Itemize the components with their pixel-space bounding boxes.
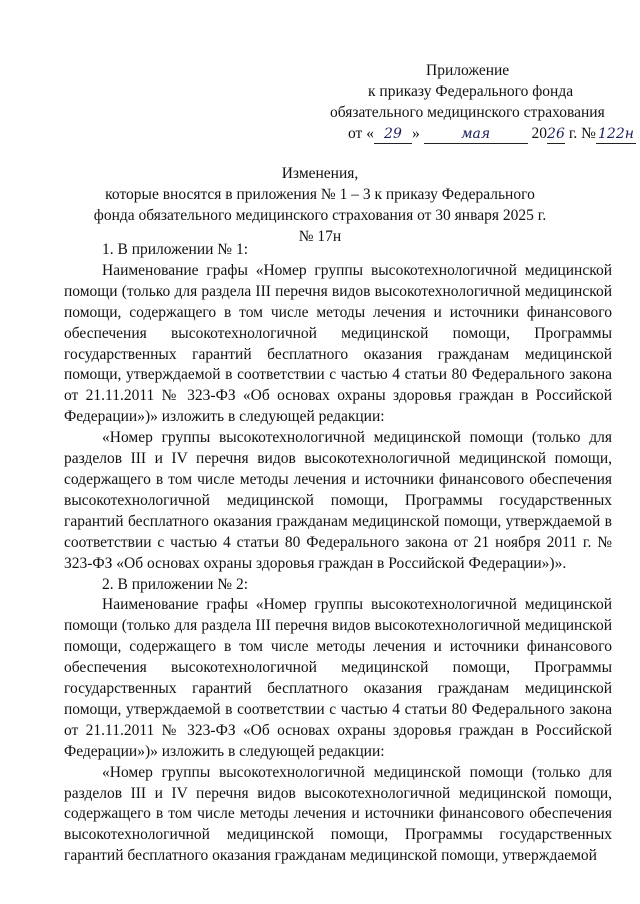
year-prefix: 20 — [531, 125, 547, 142]
item-1-instruction: Наименование графы «Номер группы высокотехнологичной медицинской помощи (только для раздела III перечня видов высокотехнологичной медицинской помощи, содержащего в том числе методы лечения и источники финансового обеспечения высокотехнологичной медицинской помощи, Программы государственных гарантий бесплатного оказания гражданам медицинской помощи, утверждаемой в соответствии с частью 4 статьи 80 Федерального закона от 21.11.2011 № 323-ФЗ «Об основах охраны здоровья граждан в Российской Федерации»)» изложить в следующей редакции: — [64, 261, 612, 426]
title-main: Изменения, — [281, 165, 359, 182]
item-2-instruction: Наименование графы «Номер группы высокотехнологичной медицинской помощи (только для раздела III перечня видов высокотехнологичной медицинской помощи, содержащего в том числе методы лечения и источники финансового обеспечения высокотехнологичной медицинской помощи, Программы государственных гарантий бесплатного оказания гражданам медицинской помощи, утверждаемой в соответствии с частью 4 статьи 80 Федерального закона от 21.11.2011 № 323-ФЗ «Об основах охраны здоровья граждан в Российской Федерации»)» изложить в следующей редакции: — [64, 596, 612, 760]
item-2-heading: 2. В приложении № 2: — [102, 575, 249, 593]
item-1-new-wording: «Номер группы высокотехнологичной медицинской помощи (только для разделов III и IV перечня видов высокотехнологичной медицинской помощи, содержащего в том числе методы лечения и источники финансового обеспечения высокотехнологичной медицинской помощи, Программы государственных гарантий бесплатного оказания гражданам медицинской помощи, утверждаемой в соответствии с частью 4 статьи 80 Федерального закона от 21 ноября 2011 г. № 323-ФЗ «Об основах охраны здоровья граждан в Российской Федерации»)». — [64, 429, 612, 572]
appendix-order-ref: к приказу Федерального фонда — [368, 83, 574, 100]
handwritten-day: 29 — [374, 126, 412, 144]
document-body — [64, 240, 612, 867]
appendix-label: Приложение — [426, 62, 510, 79]
handwritten-month: мая — [424, 126, 528, 144]
handwritten-number: 122н — [596, 126, 636, 144]
year-suffix: г. № — [564, 125, 596, 142]
appendix-date-line — [330, 123, 634, 144]
date-mid: » — [411, 125, 420, 142]
item-1-heading: 1. В приложении № 1: — [102, 241, 249, 258]
handwritten-year: 26 — [547, 126, 565, 142]
date-prefix: от « — [348, 125, 374, 142]
document-title — [0, 163, 640, 247]
appendix-fund-name: обязательного медицинского страхования — [330, 104, 605, 121]
item-2-new-wording: «Номер группы высокотехнологичной медицинской помощи (только для разделов III и IV перечня видов высокотехнологичной медицинской помощи, содержащего в том числе методы лечения и источники финансового обеспечения высокотехнологичной медицинской помощи, Программы государственных гарантий бесплатного оказания гражданам медицинской помощи, утверждаемой — [64, 763, 612, 865]
title-subtitle: которые вносятся в приложения № 1 – 3 к приказу Федерального фонда обязательного медицинского страхования от 30 января 2025 г. № 17н — [93, 186, 547, 245]
appendix-header — [330, 60, 634, 144]
